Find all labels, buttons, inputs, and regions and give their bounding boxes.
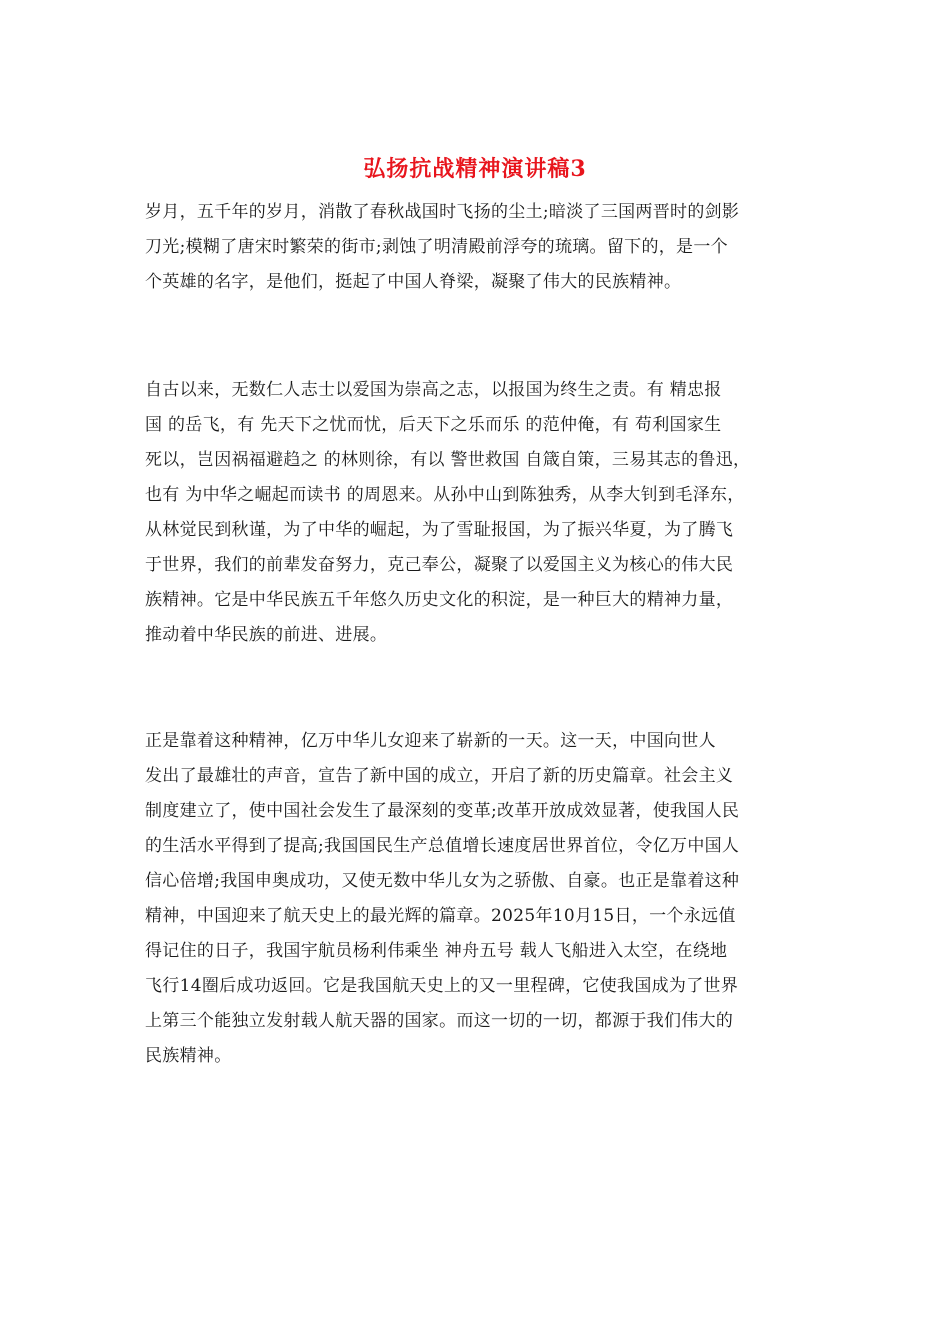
paragraph-3-line-9: 上第三个能独立发射载人航天器的国家。而这一切的一切，都源于我们伟大的 (145, 1011, 734, 1031)
paragraph-3-line-2: 发出了最雄壮的声音，宣告了新中国的成立，开启了新的历史篇章。社会主义 (145, 766, 734, 786)
paragraph-2-line-3: 死以，岂因祸福避趋之 的林则徐，有以 警世救国 自箴自策，三易其志的鲁迅， (145, 450, 751, 470)
paragraph-2-line-6: 于世界，我们的前辈发奋努力，克己奉公，凝聚了以爱国主义为核心的伟大民 (145, 555, 734, 575)
paragraph-3-line-6: 精神，中国迎来了航天史上的最光辉的篇章。2025年10月15日，一个永远值 (145, 906, 736, 926)
paragraph-3-line-5: 信心倍增;我国申奥成功，又使无数中华儿女为之骄傲、自豪。也正是靠着这种 (145, 871, 740, 891)
paragraph-3-line-8: 飞行14圈后成功返回。它是我国航天史上的又一里程碑，它使我国成为了世界 (145, 976, 739, 996)
paragraph-3-line-3: 制度建立了，使中国社会发生了最深刻的变革;改革开放成效显著，使我国人民 (145, 801, 740, 821)
paragraph-1-line-1: 岁月，五千年的岁月，消散了春秋战国时飞扬的尘土;暗淡了三国两晋时的剑影 (145, 202, 740, 222)
paragraph-2-line-1: 自古以来，无数仁人志士以爱国为崇高之志，以报国为终生之责。有 精忠报 (145, 380, 722, 400)
paragraph-2-line-2: 国 的岳飞，有 先天下之忧而忧，后天下之乐而乐 的范仲俺，有 苟利国家生 (145, 415, 722, 435)
paragraph-1-line-2: 刀光;模糊了唐宋时繁荣的街市;剥蚀了明清殿前浮夸的琉璃。留下的，是一个 (145, 237, 728, 257)
paragraph-3-line-4: 的生活水平得到了提高;我国国民生产总值增长速度居世界首位，令亿万中国人 (145, 836, 740, 856)
paragraph-3-line-7: 得记住的日子，我国宇航员杨利伟乘坐 神舟五号 载人飞船进入太空，在绕地 (145, 941, 728, 961)
paragraph-2-line-8: 推动着中华民族的前进、进展。 (145, 625, 388, 645)
document-title: 弘扬抗战精神演讲稿3 (363, 156, 587, 182)
paragraph-2-line-4: 也有 为中华之崛起而读书 的周恩来。从孙中山到陈独秀，从李大钊到毛泽东， (145, 485, 745, 505)
paragraph-1-line-3: 个英雄的名字，是他们，挺起了中国人脊梁，凝聚了伟大的民族精神。 (145, 272, 682, 292)
paragraph-3-line-10: 民族精神。 (145, 1046, 232, 1066)
paragraph-2-line-7: 族精神。它是中华民族五千年悠久历史文化的积淀，是一种巨大的精神力量， (145, 590, 734, 610)
paragraph-2-line-5: 从林觉民到秋谨，为了中华的崛起，为了雪耻报国，为了振兴华夏，为了腾飞 (145, 520, 734, 540)
paragraph-3-line-1: 正是靠着这种精神，亿万中华儿女迎来了崭新的一天。这一天，中国向世人 (145, 731, 716, 751)
